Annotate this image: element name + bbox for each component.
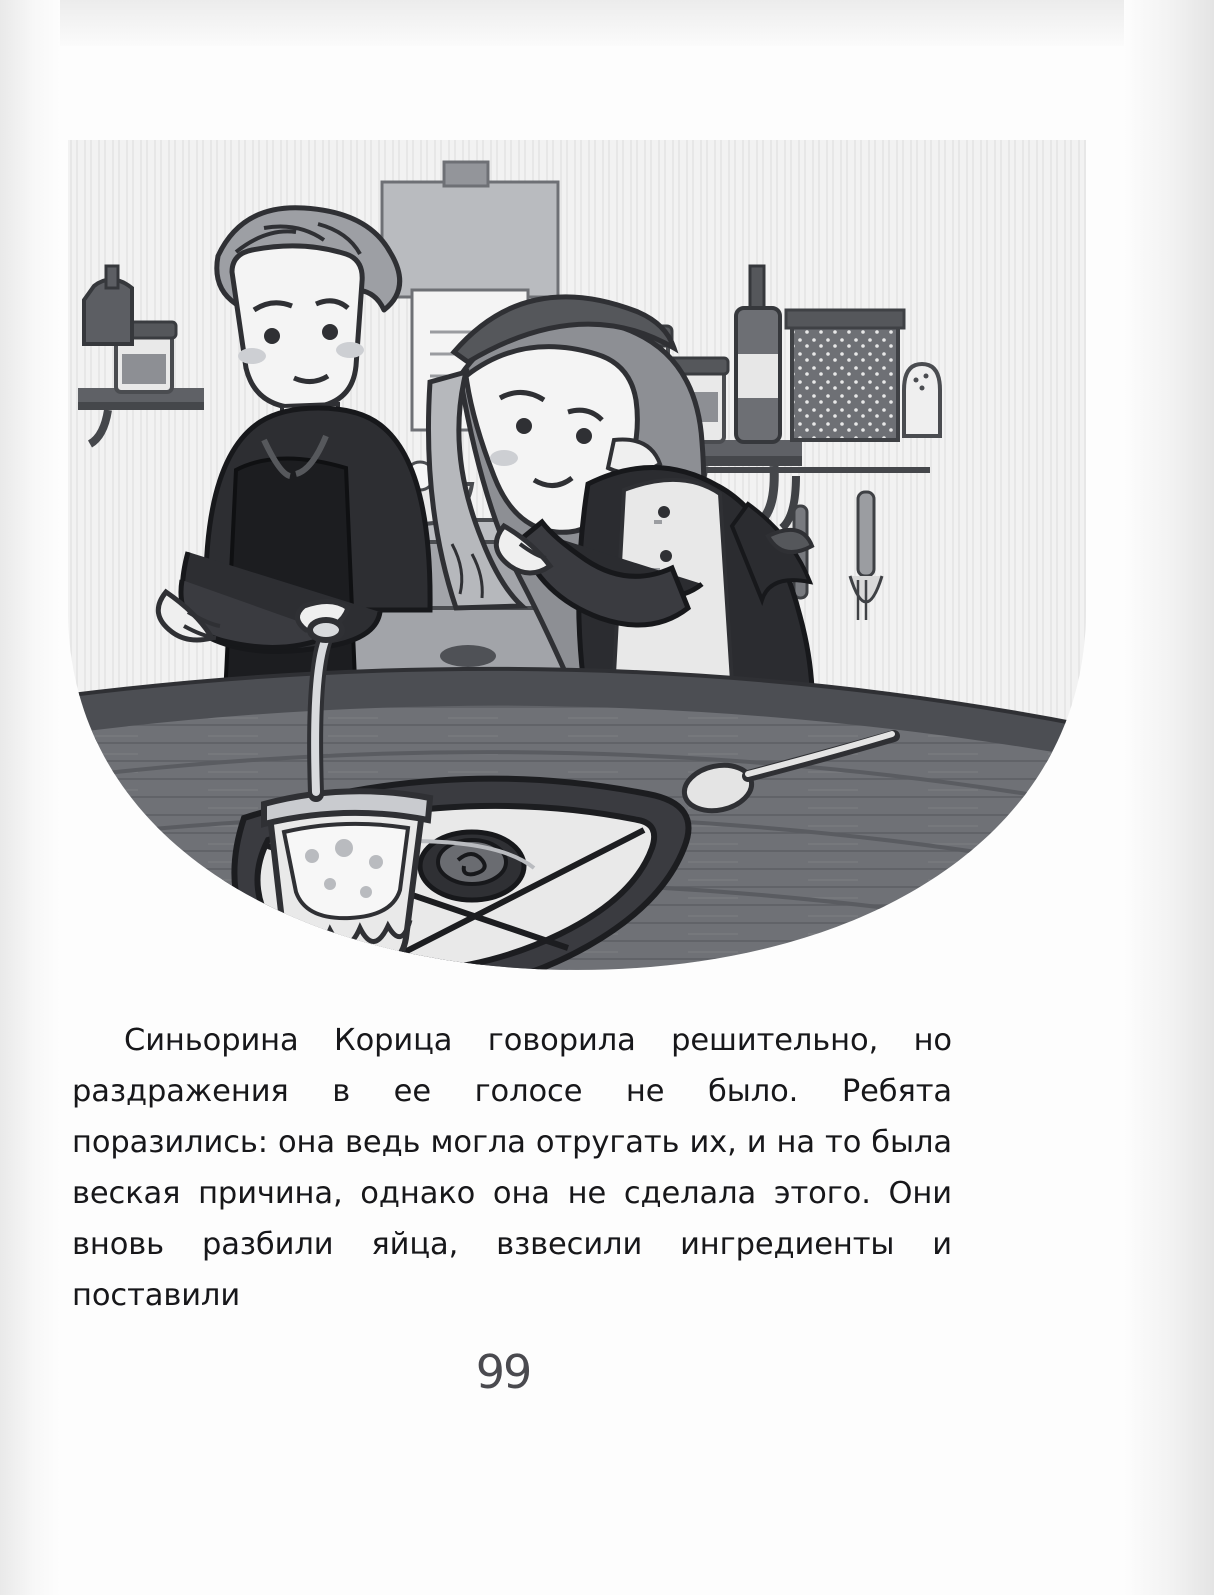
- chapter-illustration: [68, 140, 1086, 970]
- scan-edge-right: [1124, 0, 1214, 1595]
- salt-shaker: [904, 364, 940, 436]
- dotted-box: [786, 310, 904, 440]
- page-number: 99: [475, 1345, 531, 1399]
- page-body-text: Синьорина Корица говорила решительно, но раздражения в ее голосе не было. Ребята поразились: она ведь могла отругать их, и на то была веская причина, однако она не сделала этого. Они вновь разбили яйца, взвесили ингредиенты и поставили: [72, 1023, 962, 1313]
- scan-edge-top: [0, 0, 1214, 46]
